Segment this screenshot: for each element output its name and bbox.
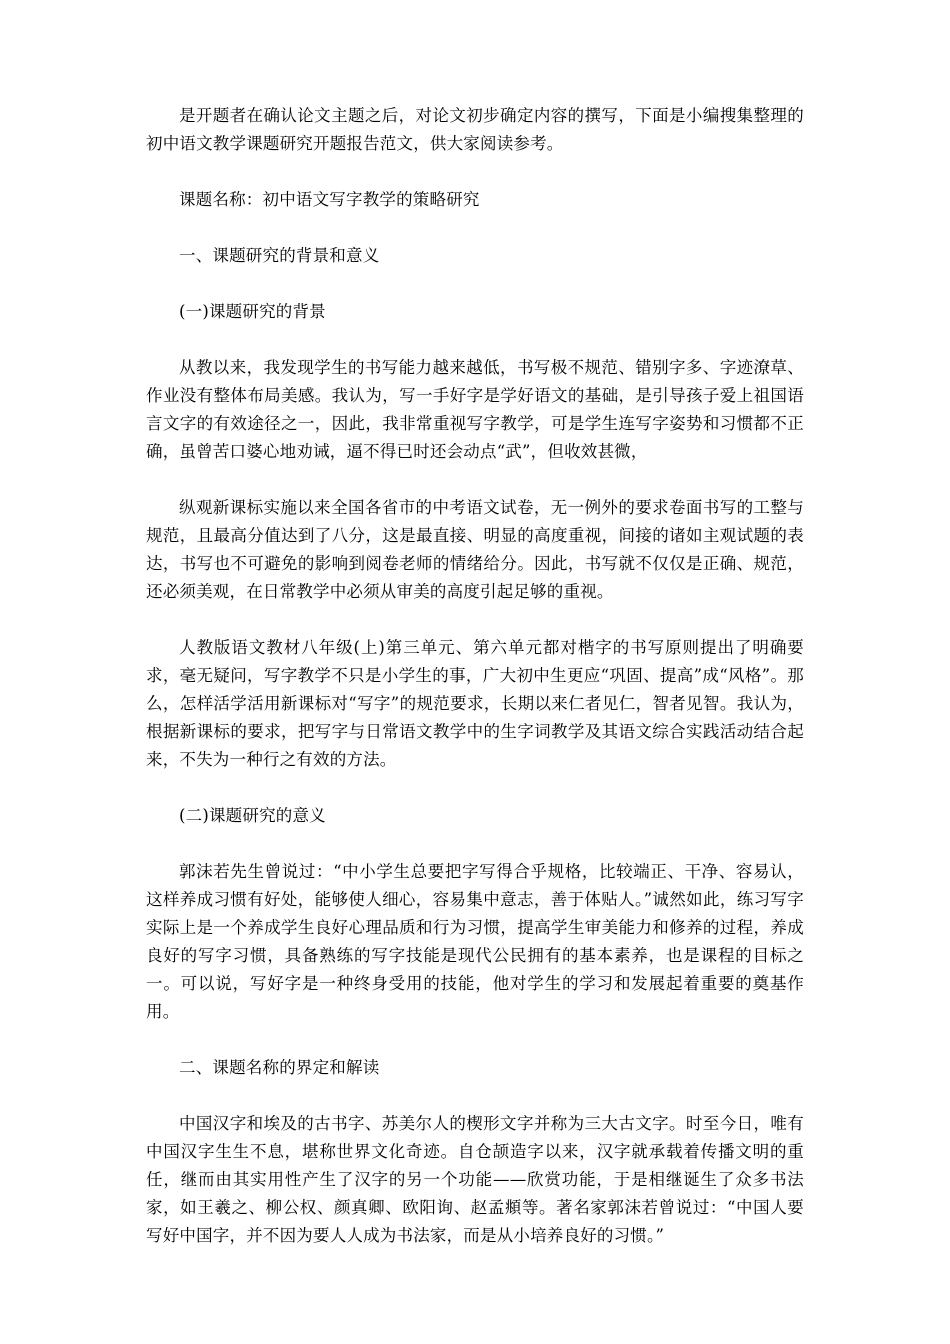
body-paragraph: 人教版语文教材八年级(上)第三单元、第六单元都对楷字的书写原则提出了明确要求，毫无疑问，写字教学不只是小学生的事，广大初中生更应“巩固、提高”成“风格”。那么，怎样活学活用新课标对“写字”的规范要求，长期以来仁者见仁，智者见智。我认为，根据新课标的要求，把写字与日常语文教学中的生字词教学及其语文综合实践活动结合起来，不失为一种行之有效的方法。 <box>146 638 804 769</box>
body-paragraph: 纵观新课标实施以来全国各省市的中考语文试卷，无一例外的要求卷面书写的工整与规范，且最高分值达到了八分，这是最直接、明显的高度重视，间接的诸如主观试题的表达，书写也不可避免的影响到阅卷老师的情绪给分。因此，书写就不仅仅是正确、规范，还必须美观，在日常教学中必须从审美的高度引起足够的重视。 <box>146 498 804 601</box>
section-heading-2: 二、课题名称的界定和解读 <box>179 1058 380 1077</box>
body-paragraph: 郭沫若先生曾说过：“中小学生总要把字写得合乎规格，比较端正、干净、容易认，这样养成习惯有好处，能够使人细心，容易集中意志，善于体贴人。”诚然如此，练习写字实际上是一个养成学生良好心理品质和行为习惯，提高学生审美能力和修养的过程，养成良好的写字习惯，具备熟练的写字技能是现代公民拥有的基本素养，也是课程的目标之一。可以说，写好字是一种终身受用的技能，他对学生的学习和发展起着重要的奠基作用。 <box>146 862 804 1021</box>
body-paragraph: 从教以来，我发现学生的书写能力越来越低，书写极不规范、错别字多、字迹潦草、作业没有整体布局美感。我认为，写一手好字是学好语文的基础，是引导孩子爱上祖国语言文字的有效途径之一，因此，我非常重视写字教学，可是学生连写字姿势和习惯都不正确，虽曾苦口婆心地劝诫，逼不得已时还会动点“武”，但收效甚微， <box>146 358 804 461</box>
subsection-heading-background: (一)课题研究的背景 <box>179 302 326 321</box>
intro-paragraph: 是开题者在确认论文主题之后，对论文初步确定内容的撰写，下面是小编搜集整理的初中语文教学课题研究开题报告范文，供大家阅读参考。 <box>146 106 804 153</box>
section-heading-1: 一、课题研究的背景和意义 <box>179 246 380 265</box>
body-paragraph: 中国汉字和埃及的古书字、苏美尔人的楔形文字并称为三大古文字。时至今日，唯有中国汉字生生不息，堪称世界文化奇迹。自仓颉造字以来，汉字就承载着传播文明的重任，继而由其实用性产生了汉字的另一个功能——欣赏功能，于是相继诞生了众多书法家，如王羲之、柳公权、颜真卿、欧阳询、赵孟頫等。著名家郭沫若曾说过：“中国人要写好中国字，并不因为要人人成为书法家，而是从小培养良好的习惯。” <box>146 1114 804 1245</box>
subsection-heading-significance: (二)课题研究的意义 <box>179 806 326 825</box>
topic-title: 课题名称：初中语文写字教学的策略研究 <box>179 190 480 209</box>
